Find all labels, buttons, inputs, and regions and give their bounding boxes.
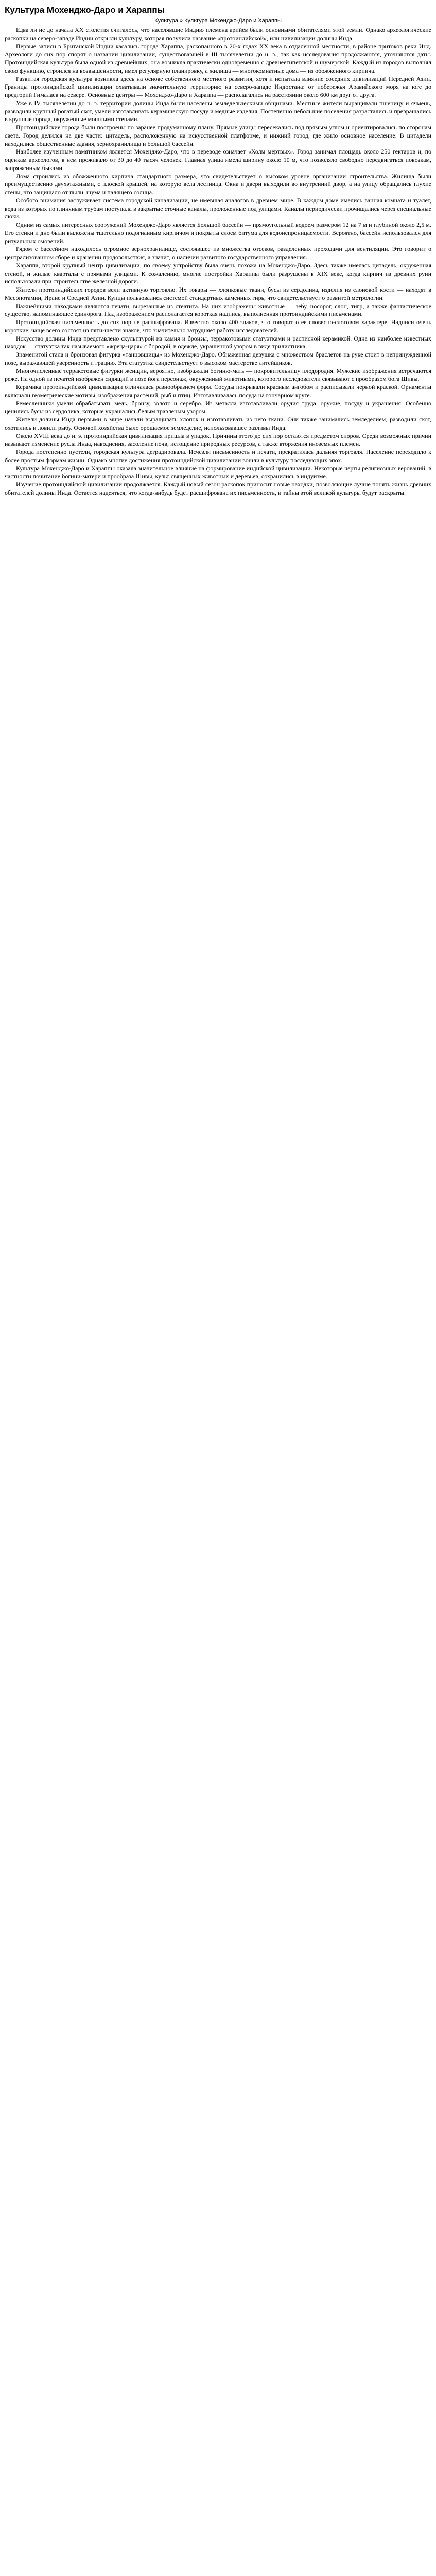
paragraph: Одним из самых интересных сооружений Мохенджо-Даро является Большой бассейн — прямоугольный водоем размером 12 на 7 м и глубиной около 2,5 м. Его стенки и дно были выложены тщательно подогнанным кирпичом и покрыты слоем битума для водонепроницаемости. Вероятно, бассейн использовался для ритуальных омовений. (5, 221, 431, 245)
paragraph: Искусство долины Инда представлено скульптурой из камня и бронзы, терракотовыми статуэтками и расписной керамикой. Одна из наиболее известных находок — статуэтка так называемого «жреца-царя» с бородой, в одежде, украшенной узором в виде трилистника. (5, 334, 431, 350)
paragraph: Первые записи в Британской Индии касались города Хараппа, раскопанного в 20-х годах XX века в отдаленной местности, в районе притоков реки Инд. Археологи до сих пор спорят о названии цивилизации, существовавшей в III тысячелетии до н. э., так как исследования продолжаются, уточняются даты. Протоиндийская культура была одной из древнейших, она возникла практически одновременно с древнеегипетской и шумерской. Каждый из городов выполнял свою функцию, строился на возвышенности, имел регулярную планировку, а жилища — многокомнатные дома — из обожженного кирпича. (5, 42, 431, 74)
paragraph: Культура Мохенджо-Даро и Хараппы оказала значительное влияние на формирование индийской цивилизации. Некоторые черты религиозных верований, в частности почитание богини-матери и прообраза Шивы, культ священных животных и деревьев, сохранились в индуизме. (5, 464, 431, 480)
paragraph: Важнейшими находками являются печати, вырезанные из стеатита. На них изображены животные — зебу, носорог, слон, тигр, а также фантастическое существо, напоминающее единорога. Над изображением располагается короткая надпись, выполненная протоиндийскими письменами. (5, 302, 431, 318)
paragraph: Керамика протоиндийской цивилизации отличалась разнообразием форм. Сосуды покрывали красным ангобом и расписывали черной краской. Орнаменты включали геометрические мотивы, изображения растений, рыб и птиц. Изготавливалась посуда на гончарном круге. (5, 383, 431, 399)
paragraph: Города постепенно пустели, городская культура деградировала. Исчезли письменность и печати, прекратилась дальняя торговля. Население переходило к более простым формам жизни. Однако многие достижения протоиндийской цивилизации вошли в культуру последующих эпох. (5, 448, 431, 464)
article-body (5, 26, 431, 497)
paragraph: Знаменитой стала и бронзовая фигурка «танцовщицы» из Мохенджо-Даро. Обнаженная девушка с множеством браслетов на руке стоит в непринужденной позе, выражающей уверенность и грацию. Эта статуэтка свидетельствует о высоком мастерстве литейщиков. (5, 351, 431, 366)
paragraph: Рядом с бассейном находилось огромное зернохранилище, состоявшее из множества отсеков, разделенных проходами для вентиляции. Это говорит о централизованном сборе и хранении продовольствия, а значит, о наличии развитого государственного управления. (5, 245, 431, 261)
paragraph: Изучение протоиндийской цивилизации продолжается. Каждый новый сезон раскопок приносит новые находки, позволяющие лучше понять жизнь древних обитателей долины Инда. Остается надеяться, что когда-нибудь будет расшифрована их письменность, и тайны этой великой культуры будут раскрыты. (5, 481, 431, 496)
page (0, 0, 436, 503)
breadcrumb-root-link[interactable]: Культура (154, 18, 178, 24)
paragraph: Протоиндийская письменность до сих пор не расшифрована. Известно около 400 знаков, что говорит о ее словесно-слоговом характере. Надписи очень короткие, чаще всего состоят из пяти-шести знаков, что значительно затрудняет работу исследователей. (5, 318, 431, 334)
breadcrumb-current: Культура Мохенджо-Даро и Хараппы (184, 18, 282, 24)
paragraph: Дома строились из обожженного кирпича стандартного размера, что свидетельствует о высоком уровне организации строительства. Жилища были преимущественно двухэтажными, с плоской крышей, на которую вела лестница. Окна и двери выходили во внутренний двор, а на улицу обращались глухие стены, что защищало от пыли, шума и палящего солнца. (5, 172, 431, 196)
paragraph: Хараппа, второй крупный центр цивилизации, по своему устройству была очень похожа на Мохенджо-Даро. Здесь также имелась цитадель, окруженная стеной, и жилые кварталы с прямыми улицами. К сожалению, многие постройки Хараппы были разрушены в XIX веке, когда кирпич из древних руин использовали при строительстве железной дороги. (5, 261, 431, 285)
breadcrumb-separator: » (178, 18, 185, 24)
paragraph: Ремесленники умели обрабатывать медь, бронзу, золото и серебро. Из металла изготавливали орудия труда, оружие, посуду и украшения. Особенно ценились бусы из сердолика, которые украшались белым травленым узором. (5, 399, 431, 415)
paragraph: Многочисленные терракотовые фигурки женщин, вероятно, изображали богиню-мать — покровительницу плодородия. Мужские изображения встречаются реже. На одной из печатей изображен сидящий в позе йога персонаж, окруженный животными, которого исследователи связывают с прообразом бога Шивы. (5, 367, 431, 383)
paragraph: Уже в IV тысячелетии до н. э. территории долины Инда были населены земледельческими общинами. Местные жители выращивали пшеницу и ячмень, разводили крупный рогатый скот, умели изготавливать керамическую посуду и медные изделия. Постепенно небольшие поселения разрастались и превращались в крупные города, окруженные мощными стенами. (5, 99, 431, 123)
paragraph: Едва ли не до начала XX столетия считалось, что населявшие Индию племена арийев были основными обитателями этой земли. Однако археологические раскопки на северо-западе Индии открыли культуру, которая получила название «протоиндийской», или цивилизации долины Инда. (5, 26, 431, 42)
paragraph: Развитая городская культура возникла здесь на основе собственного местного развития, хотя и испытала влияние соседних цивилизаций Передней Азии. Границы протоиндийской цивилизации охватывали значительную территорию на северо-западе Индостана: от побережья Аравийского моря на юге до предгорий Гималаев на севере. Основные центры — Мохенджо-Даро и Хараппа — располагались на расстоянии около 600 км друг от друга. (5, 75, 431, 98)
paragraph: Протоиндийские города были построены по заранее продуманному плану. Прямые улицы пересекались под прямым углом и ориентировались по сторонам света. Город делился на две части: цитадель, расположенную на искусственной платформе, и нижний город, где жило основное население. В цитадели находились общественные здания, зернохранилища и большой бассейн. (5, 124, 431, 147)
paragraph: Особого внимания заслуживает система городской канализации, не имевшая аналогов в древнем мире. В каждом доме имелись ванная комната и туалет, вода из которых по глиняным трубам поступала в закрытые сточные каналы, проложенные под улицами. Каналы периодически прочищались через специальные люки. (5, 196, 431, 221)
breadcrumb (5, 17, 431, 24)
paragraph: Наиболее изученным памятником является Мохенджо-Даро, что в переводе означает «Холм мертвых». Город занимал площадь около 250 гектаров и, по оценкам археологов, в нем проживало от 30 до 40 тысяч человек. Главная улица имела ширину около 10 м, что позволяло свободно передвигаться повозкам, запряженным быками. (5, 148, 431, 172)
paragraph: Около XVIII века до н. э. протоиндийская цивилизация пришла в упадок. Причины этого до сих пор остаются предметом споров. Среди возможных причин называют изменение русла Инда, наводнения, засоление почв, истощение природных ресурсов, а также вторжения иноземных племен. (5, 432, 431, 448)
paragraph: Жители долины Инда первыми в мире начали выращивать хлопок и изготавливать из него ткани. Они также занимались земледелием, разводили скот, охотились и ловили рыбу. Основой хозяйства было орошаемое земледелие, использовавшее разливы Инда. (5, 416, 431, 431)
page-title: Культура Мохенджо-Даро и Хараппы (5, 5, 165, 15)
paragraph: Жители протоиндийских городов вели активную торговлю. Их товары — хлопковые ткани, бусы из сердолика, изделия из слоновой кости — находят в Месопотамии, Иране и Средней Азии. Купцы пользовались системой стандартных каменных гирь, что свидетельствует о развитой метрологии. (5, 286, 431, 301)
